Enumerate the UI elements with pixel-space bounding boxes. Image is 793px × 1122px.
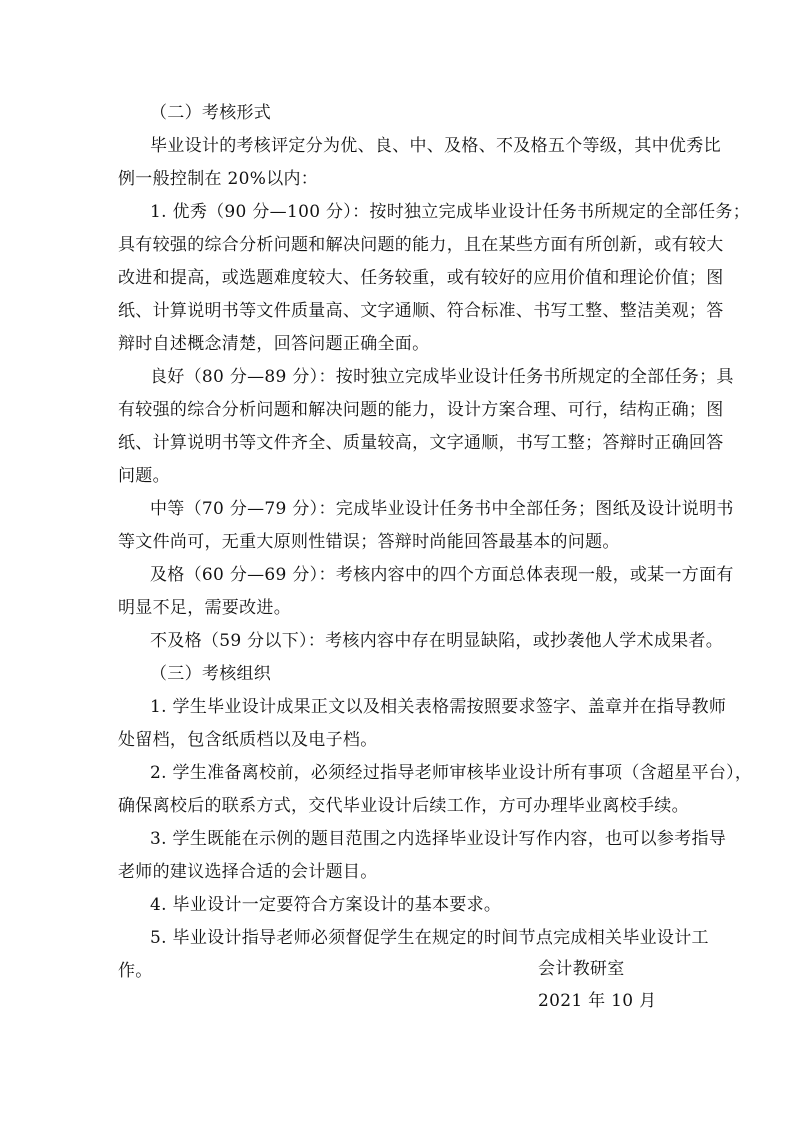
text-line: 例一般控制在 20%以内：: [118, 169, 319, 189]
paragraph-org-item-4: [118, 889, 690, 922]
paragraph-grade-excellent: [118, 196, 751, 361]
text-line: 纸、计算说明书等文件质量高、文字通顺、符合标准、书写工整、整洁美观；答: [118, 301, 724, 321]
text-line: 不及格（59 分以下）：考核内容中存在明显缺陷，或抄袭他人学术成果者。: [150, 631, 724, 651]
paragraph-grade-pass: [118, 559, 734, 625]
text-line: 作。: [118, 961, 153, 981]
paragraph-org-item-2: [118, 757, 753, 823]
text-line: 辩时自述概念清楚，回答问题正确全面。: [118, 334, 430, 354]
signature-department: [538, 953, 658, 986]
text-line: 处留档，包含纸质档以及电子档。: [118, 730, 378, 750]
paragraph-grade-fail: [118, 625, 724, 658]
text-line: 纸、计算说明书等文件齐全、质量较高，文字通顺，书写工整；答辩时正确回答: [118, 433, 724, 453]
text-line: 及格（60 分—69 分）：考核内容中的四个方面总体表现一般，或某一方面有: [150, 565, 734, 585]
text-line: 良好（80 分—89 分）：按时独立完成毕业设计任务书所规定的全部任务；具: [150, 367, 734, 387]
text-line: 确保离校后的联系方式，交代毕业设计后续工作，方可办理毕业离校手续。: [118, 796, 689, 816]
section-heading-assessment-organization: （三）考核组织: [150, 664, 272, 684]
text-line: 具有较强的综合分析问题和解决问题的能力，且在某些方面有所创新，或有较大: [118, 235, 724, 255]
section-heading-assessment-form: （二）考核形式: [150, 103, 272, 123]
text-line: 毕业设计的考核评定分为优、良、中、及格、不及格五个等级，其中优秀比: [150, 136, 721, 156]
department-name: 会计教研室: [538, 959, 625, 979]
text-line: 有较强的综合分析问题和解决问题的能力，设计方案合理、可行，结构正确；图: [118, 400, 724, 420]
paragraph-grading-intro: [118, 130, 721, 196]
text-line: 改进和提高，或选题难度较大、任务较重，或有较好的应用价值和理论价值；图: [118, 268, 724, 288]
text-line: 5. 毕业设计指导老师必须督促学生在规定的时间节点完成相关毕业设计工: [150, 928, 709, 948]
paragraph-org-item-1: [118, 691, 727, 757]
text-line: 等文件尚可，无重大原则性错误；答辩时尚能回答最基本的问题。: [118, 532, 620, 552]
text-line: 中等（70 分—79 分）：完成毕业设计任务书中全部任务；图纸及设计说明书: [150, 499, 734, 519]
text-line: 1. 优秀（90 分—100 分）：按时独立完成毕业设计任务书所规定的全部任务；: [150, 202, 751, 222]
text-line: 4. 毕业设计一定要符合方案设计的基本要求。: [150, 895, 502, 915]
paragraph-grade-good: [118, 361, 734, 493]
document-date: 2021 年 10 月: [538, 991, 657, 1011]
paragraph-grade-medium: [118, 493, 734, 559]
text-line: 问题。: [118, 466, 170, 486]
text-line: 3. 学生既能在示例的题目范围之内选择毕业设计写作内容，也可以参考指导: [150, 829, 727, 849]
text-line: 明显不足，需要改进。: [118, 598, 291, 618]
text-line: 1. 学生毕业设计成果正文以及相关表格需按照要求签字、盖章并在指导教师: [150, 697, 727, 717]
document-body: [118, 97, 753, 988]
text-line: 2. 学生准备离校前，必须经过指导老师审核毕业设计所有事项（含超星平台），: [150, 763, 753, 783]
text-line: 老师的建议选择合适的会计题目。: [118, 862, 378, 882]
signature-date: [538, 985, 658, 1018]
paragraph-org-item-3: [118, 823, 727, 889]
